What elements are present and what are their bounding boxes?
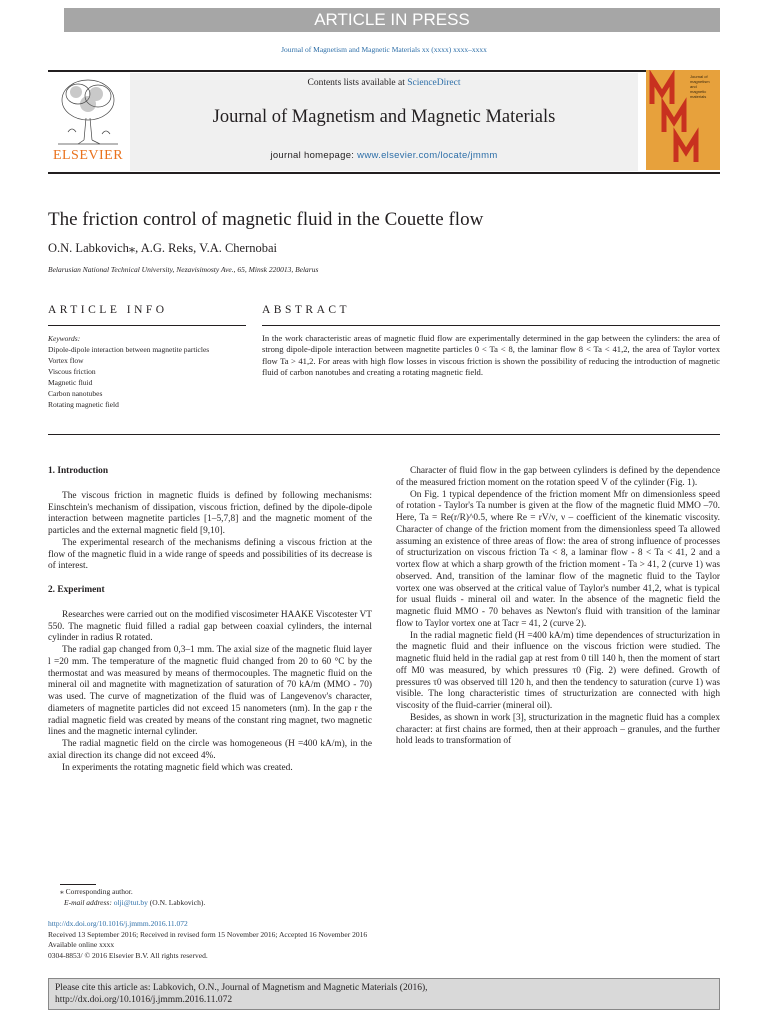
abstract-rule xyxy=(262,325,720,326)
keyword-item: Vortex flow xyxy=(48,355,84,365)
journal-cover-image[interactable] xyxy=(646,70,720,170)
paragraph: Researches were carried out on the modified viscosimeter HAAKE Viscotester VT 550. The magnetic fluid filled a radial gap between coaxial cylinders, the internal cylinder in radius R rotated. xyxy=(48,609,372,644)
citation-box xyxy=(48,978,720,1010)
paragraph: On Fig. 1 typical dependence of the friction moment Mfr on dimensionless speed of rotation - Taylor's Ta number is given at the flow of the magnetic fluid MMO –70. Here, Ta = Re(r/R)^0.5, where Re = rV/ν, ν – coefficient of the kinematic viscosity. Character of change of the friction moment from the dimensionless speed Ta allowed assuming an existence of three areas of flow: the area of strong influence of processes of structurization on viscous friction Ta < 8, a laminar flow - 8 < Ta < 41, 2 and a vortex flow at which a sharp growth of the friction moment - Ta > 41, 2 (curve 1) was observed. And, transition of the laminar flow of the magnetic fluid to the Taylor vortex one was observed at the critical value of Taylor's number 41,2, what is typical for usual fluids - mineral oil and water. In the absence of the magnetic field the magnetic fluid MMO - 70 behaves as Newton's fluid with transition of the laminar flow to Taylor vortex one at Tacr = 41, 2 (curve 2). xyxy=(396,489,720,629)
citation-line-1: Please cite this article as: Labkovich, O.N., Journal of Magnetism and Magnetic Materials (2016), xyxy=(55,983,428,993)
issn-copyright: 0304-8853/ © 2016 Elsevier B.V. All rights reserved. xyxy=(48,950,208,960)
journal-homepage xyxy=(130,150,638,161)
sciencedirect-link[interactable]: ScienceDirect xyxy=(407,78,461,88)
contents-availability xyxy=(130,78,638,88)
keyword-item: Rotating magnetic field xyxy=(48,399,119,409)
right-column xyxy=(396,466,720,748)
keyword-item: Viscous friction xyxy=(48,366,96,376)
email-owner: (O.N. Labkovich). xyxy=(147,897,206,907)
footnote xyxy=(60,887,205,908)
svg-text:magnetic: magnetic xyxy=(690,89,707,94)
abstract-bottom-rule xyxy=(48,434,720,435)
abstract-heading: ABSTRACT xyxy=(262,304,351,316)
homepage-prefix: journal homepage: xyxy=(270,150,358,161)
author-list[interactable]: O.N. Labkovich⁎, A.G. Reks, V.A. Chernobai xyxy=(48,241,278,255)
received-dates: Received 13 September 2016; Received in revised form 15 November 2016; Accepted 16 November 2016 xyxy=(48,929,368,939)
citation-line-2[interactable]: http://dx.doi.org/10.1016/j.jmmm.2016.11.072 xyxy=(55,995,233,1005)
publisher-wordmark: ELSEVIER xyxy=(52,148,124,163)
keywords-label: Keywords: xyxy=(48,334,81,343)
svg-text:materials: materials xyxy=(690,94,707,99)
cover-mmm-logo xyxy=(646,70,720,170)
svg-text:Journal of: Journal of xyxy=(690,74,708,79)
section-heading-experiment: 2. Experiment xyxy=(48,585,105,595)
keyword-item: Magnetic fluid xyxy=(48,377,93,387)
email-label: E-mail address: xyxy=(64,897,114,907)
header-top-rule xyxy=(48,70,720,72)
section-heading-introduction: 1. Introduction xyxy=(48,466,109,476)
svg-text:magnetism: magnetism xyxy=(690,79,710,84)
paragraph: In experiments the rotating magnetic field which was created. xyxy=(62,762,293,773)
abstract-text: In the work characteristic areas of magnetic fluid flow are experimentally determined in the gap between the cylinders: the area of strong dipole-dipole interaction between magnetite particles 0 < Ta < 8, the laminar flow 8 < Ta < 41,2, the area of Taylor vortex flow Ta > 41,2. For areas with high flow losses in viscous friction is shown the possibility of reducing the introduction of magnetic fluid of carbon nanotubes and creating a rotating magnetic field. xyxy=(262,333,720,377)
article-info-heading: ARTICLE INFO xyxy=(48,304,168,316)
available-online: Available online xxxx xyxy=(48,940,115,949)
paragraph: Character of fluid flow in the gap between cylinders is defined by the dependence of the measured friction moment on the rotation speed V of the cylinder (Fig. 1). xyxy=(396,466,720,488)
keyword-item: Dipole-dipole interaction between magnetite particles xyxy=(48,345,210,354)
elsevier-tree-logo xyxy=(48,74,128,148)
article-in-press-banner: ARTICLE IN PRESS xyxy=(64,8,720,32)
journal-reference[interactable]: Journal of Magnetism and Magnetic Materials xx (xxxx) xxxx–xxxx xyxy=(281,45,487,54)
keyword-item: Carbon nanotubes xyxy=(48,388,103,398)
paragraph: Besides, as shown in work [3], structurization in the magnetic fluid has a complex character: at first chains are formed, then at their approach – granules, and the further hold leads to transformation of xyxy=(396,712,720,747)
paragraph: The radial magnetic field on the circle was homogeneous (H =400 kA/m), in the axial direction its change did not exceed 4%. xyxy=(48,739,372,761)
paragraph: The experimental research of the mechanisms defining a viscous friction at the flow of the magnetic fluid in a wide range of speeds and possibilities of its decrease is of interest. xyxy=(48,537,372,572)
svg-text:and: and xyxy=(690,84,697,89)
email-line xyxy=(60,898,205,909)
header-bottom-rule xyxy=(48,172,720,174)
corresponding-author-note: ⁎ Corresponding author. xyxy=(60,887,133,896)
paragraph: The radial gap changed from 0,3–1 mm. The axial size of the magnetic fluid layer l =20 mm. The temperature of the magnetic fluid changed from 20 to 60 °C by the thermostat and was measured by means of thermocouples. The magnetic fluid on the mineral oil and magnetite with magnetization of saturation of 70 kA/m (MMO - 70) was used. The curve of magnetization of the fluid was of Langevenov's character, diameters of magnetite particles did not exceed 15 nanometers (nm). In the gap r the radial magnetic field was created by means of the constant ring magnet, two magnetic lines and the magnetic internal cylinder. xyxy=(48,645,372,738)
journal-title: Journal of Magnetism and Magnetic Materials xyxy=(212,107,556,127)
keyword-list xyxy=(48,345,228,410)
footnote-rule xyxy=(60,884,96,885)
article-title: The friction control of magnetic fluid in the Couette flow xyxy=(48,209,484,230)
email-link[interactable]: olji@tut.by xyxy=(113,897,148,907)
paragraph: In the radial magnetic field (H =400 kA/m) time dependences of structurization in the magnetic fluid and their influence on the viscous friction were studied. The magnetic fluid held in the radial gap at rest from 0 till 140 h, then the moment of start off M0 was measured, by which pressures τ0 (Fig. 2) were defined. Growth of pressures τ0 was observed till 120 h, and then the tendency to saturation (curve 1) was visible. The long characteristic times of structurization are connected with high viscosity of the fluid-carrier (mineral oil). xyxy=(396,630,720,711)
paragraph: The viscous friction in magnetic fluids is defined by following mechanisms: Einschtein's mechanism of dissipation, viscous friction, defined by the dipole-dipole interaction between magnetite particles [1–5,7,8] and the magnetic moment of the particles and the external magnetic field [9,10]. xyxy=(48,490,372,536)
contents-prefix: Contents lists available at xyxy=(307,78,408,88)
doi-link[interactable]: http://dx.doi.org/10.1016/j.jmmm.2016.11.072 xyxy=(48,919,188,928)
affiliation: Belarusian National Technical University, Nezavisimosty Ave., 65, Minsk 220013, Belarus xyxy=(48,265,319,274)
article-info-rule xyxy=(48,325,246,326)
homepage-link[interactable]: www.elsevier.com/locate/jmmm xyxy=(357,150,498,161)
article-metadata xyxy=(48,919,720,961)
left-column xyxy=(48,466,372,774)
